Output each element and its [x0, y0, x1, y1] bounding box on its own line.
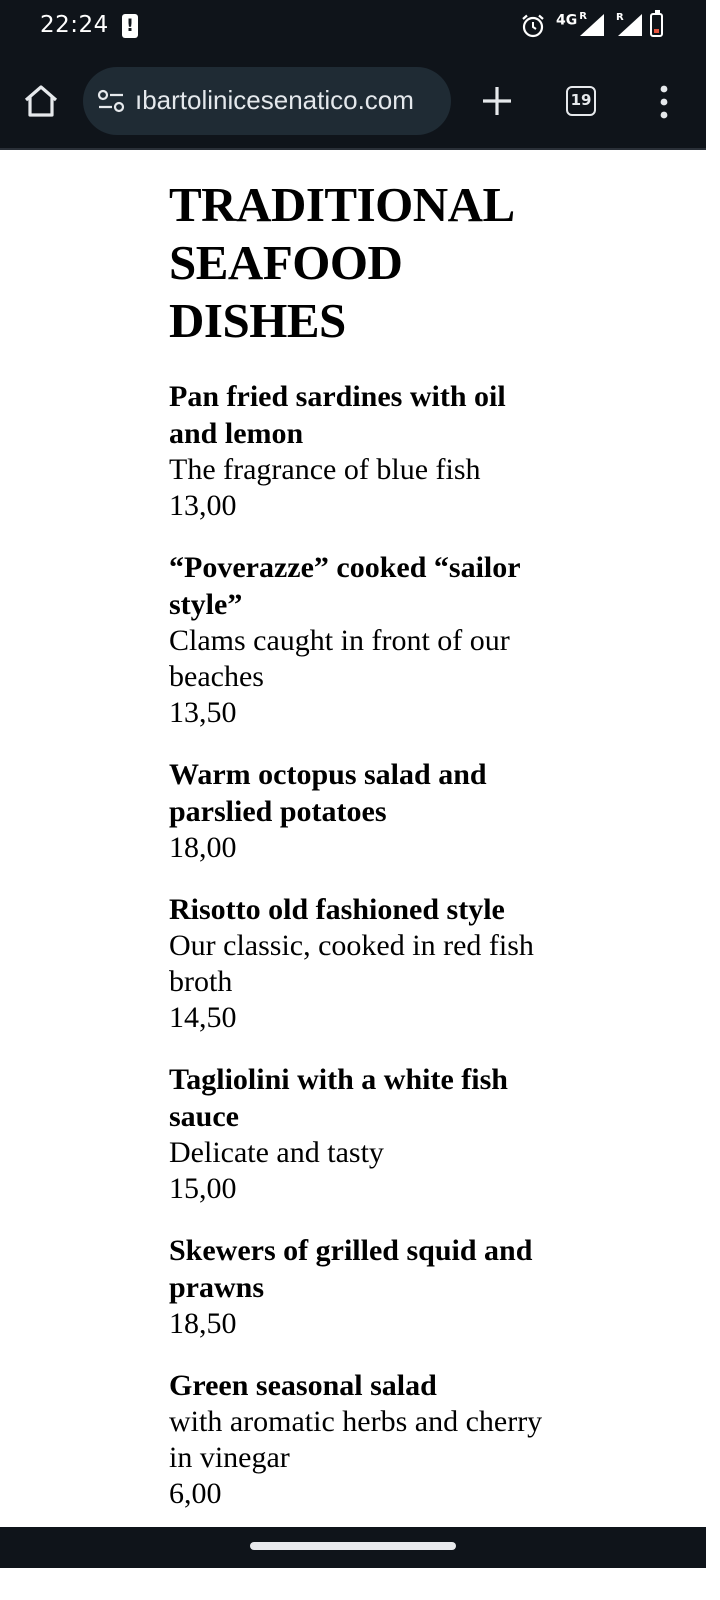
dish-name: Pan fried sardines with oil and lemon [169, 380, 506, 450]
dish-name: Skewers of grilled squid and prawns [169, 1234, 533, 1304]
alarm-icon [520, 13, 546, 39]
plus-icon[interactable] [480, 84, 514, 118]
dish-name: Risotto old fashioned style [169, 893, 505, 926]
dish-description: with aromatic herbs and cherry in vinegar [169, 1405, 543, 1474]
battery-icon [650, 13, 663, 37]
dish-description: Clams caught in front of our beaches [169, 624, 510, 693]
system-nav-bar [0, 1527, 706, 1568]
dish-item [169, 1232, 549, 1342]
dish-name: Green seasonal salad [169, 1369, 437, 1402]
battery-level [654, 29, 659, 33]
address-bar[interactable] [83, 67, 451, 135]
section-title: TRADITIONAL SEAFOOD DISHES [169, 177, 513, 348]
home-indicator[interactable] [250, 1542, 456, 1550]
dish-price: 13,00 [169, 489, 237, 522]
status-bar [0, 0, 706, 54]
dish-price: 15,00 [169, 1172, 237, 1205]
svg-text:R: R [616, 12, 624, 23]
dish-price: 18,50 [169, 1307, 237, 1340]
dish-item [169, 891, 549, 1036]
dish-description: Our classic, cooked in red fish broth [169, 929, 534, 998]
dish-price: 13,50 [169, 696, 237, 729]
browser-toolbar [0, 54, 706, 150]
dish-description: Delicate and tasty [169, 1136, 384, 1169]
dish-item [169, 756, 549, 866]
url-text[interactable]: ıbartolinicesenatico.com [135, 85, 414, 115]
dish-name: Warm octopus salad and parslied potatoes [169, 758, 487, 828]
dish-item [169, 378, 549, 524]
dish-item [169, 1061, 549, 1207]
tabs-icon[interactable]: 19 [566, 86, 596, 116]
signal-icon [614, 10, 644, 38]
alert-icon: ! [122, 14, 138, 38]
dish-price: 14,50 [169, 1001, 237, 1034]
more-vert-icon[interactable] [652, 82, 676, 122]
signal-icon [576, 10, 606, 38]
dish-name: Tagliolini with a white fish sauce [169, 1063, 508, 1133]
status-time: 22:24 [40, 12, 109, 38]
dish-name: “Poverazze” cooked “sailor style” [169, 551, 521, 621]
menu-content [169, 176, 549, 1537]
site-settings-icon[interactable] [97, 89, 125, 113]
dish-price: 18,00 [169, 831, 237, 864]
home-icon[interactable] [20, 80, 62, 122]
dish-description: The fragrance of blue fish [169, 453, 481, 486]
dish-price: 6,00 [169, 1477, 222, 1510]
dish-item [169, 549, 549, 731]
network-type-label: 4G $^R$ [556, 11, 587, 29]
dish-item [169, 1367, 549, 1512]
